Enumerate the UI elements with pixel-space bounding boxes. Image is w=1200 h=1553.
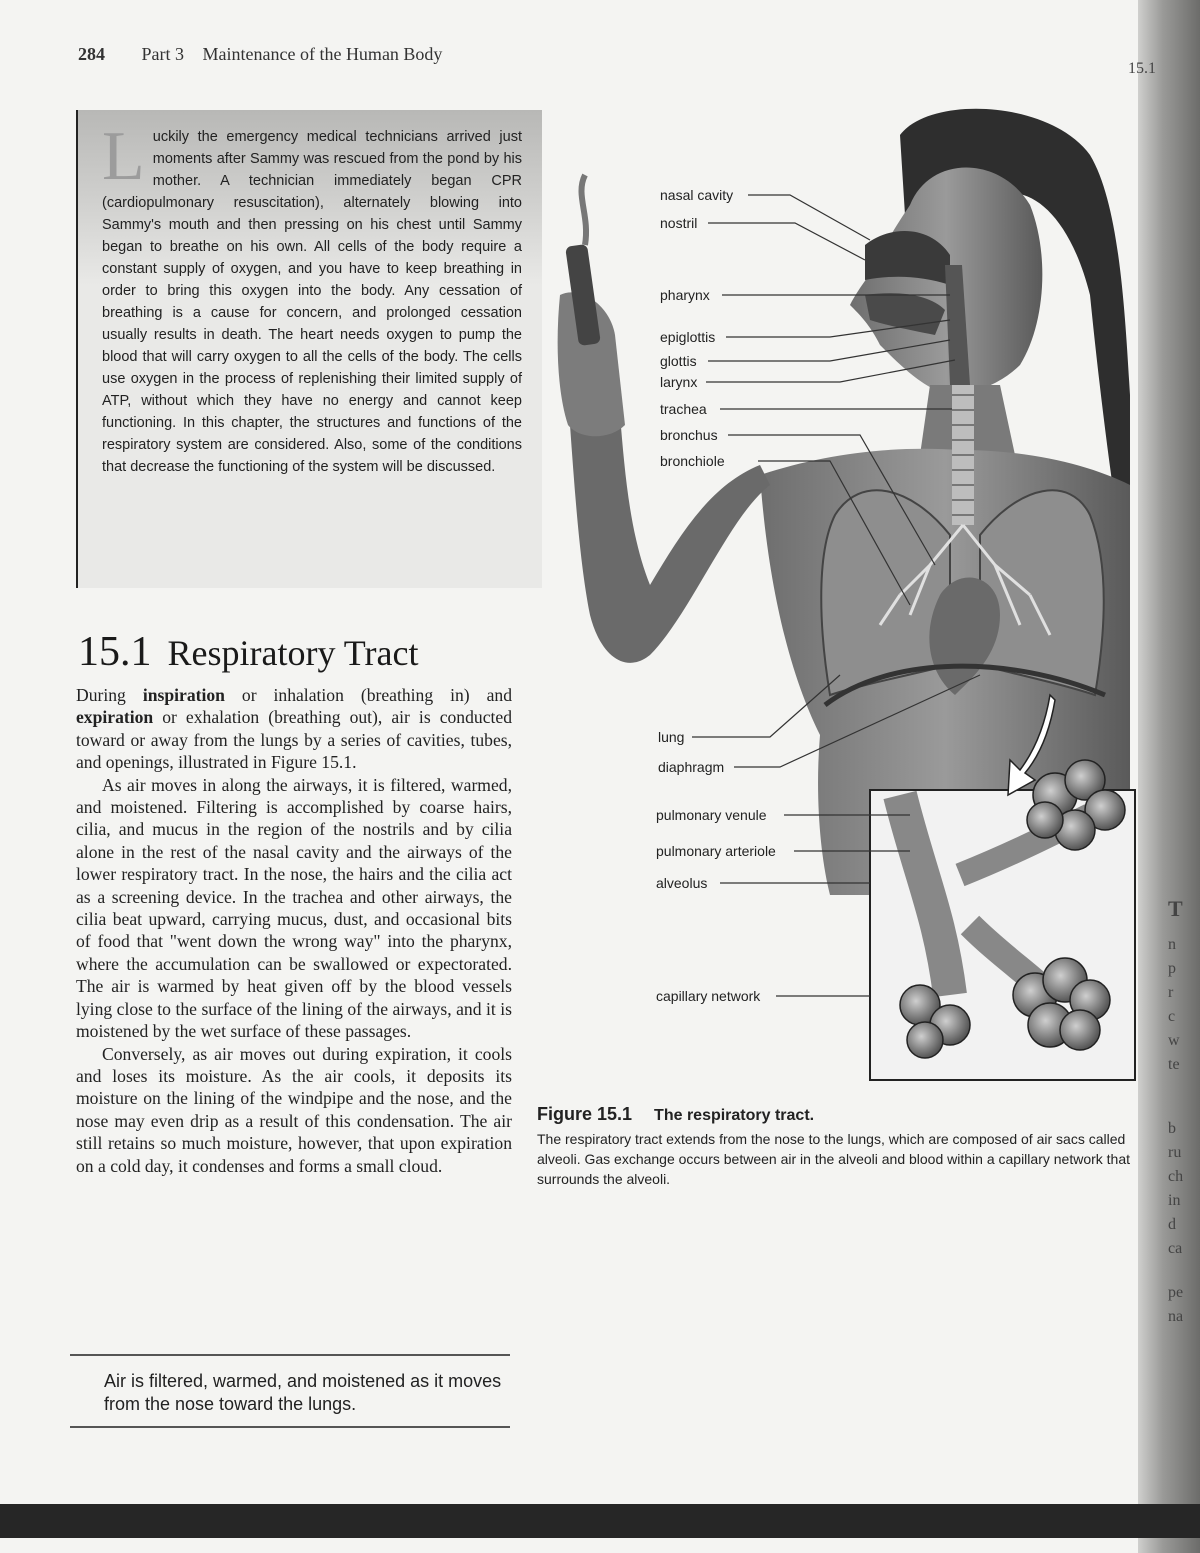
left-lung [821,490,950,695]
respiratory-figure [530,95,1150,1095]
drop-cap: L [102,118,145,195]
label-bronchiole: bronchiole [660,453,725,469]
key-term: inspiration [142,685,225,705]
label-glottis: glottis [660,353,697,369]
edge-fragment: ru [1168,1144,1182,1161]
label-diaphragm: diaphragm [658,759,725,775]
caption-number: Figure 15.1 [537,1104,633,1124]
caption-heading [537,1104,1137,1125]
opener-text [102,118,522,478]
label-pharynx: pharynx [660,287,710,303]
running-head [78,44,442,65]
right-lung [980,490,1104,695]
chapter-opener [76,110,542,588]
paragraph: As air moves in along the airways, it is filtered, warmed, and moistened. Filtering is accomplished by coarse hairs, cilia, and mucus in the region of the nostrils and by cilia alone in the rest of the nasal cavity and the airways of the lower respiratory tract. In the nose, the hairs and the cilia act as a screening device. In the trachea and other airways, the cilia beat upward, carrying mucus, dust, and occasional bits of food that "went down the wrong way" into the pharynx, where the accumulation can be swallowed or expectorated. The air is warmed by heat given off by the blood vessels lying close to the surface of the lining of the airways, and it is moistened by the wet surface of these passages. [76,774,512,1042]
label-lung: lung [658,729,685,745]
edge-fragment: p [1168,960,1176,977]
label-larynx: larynx [660,374,698,390]
summary-rule-bottom [70,1426,510,1428]
page-number: 284 [78,44,105,64]
section-number: 15.1 [78,629,152,675]
summary-statement: Air is filtered, warmed, and moistened as it moves from the nose toward the lungs. [104,1371,502,1414]
edge-fragment: ca [1168,1240,1183,1257]
smoke [581,175,586,245]
edge-fragment: pe [1168,1284,1184,1301]
running-title: Maintenance of the Human Body [202,44,443,64]
caption-title: The respiratory tract. [654,1107,815,1124]
scan-bottom-bar [0,1504,1200,1538]
edge-fragment: te [1168,1056,1180,1073]
edge-fragment: ch [1168,1168,1184,1185]
edge-fragment: b [1168,1120,1176,1137]
summary-rule-top [70,1354,510,1356]
body-text [76,684,512,1177]
edge-fragment: na [1168,1308,1184,1325]
edge-fragment: T [1168,896,1183,921]
label-nasal-cavity: nasal cavity [660,187,734,203]
caption-text: The respiratory tract extends from the nose to the lungs, which are composed of air sacs called alveoli. Gas exchange occurs between air in the alveoli and blood within a capillary network that surrounds the alveoli. [537,1131,1131,1187]
paragraph: During inspiration or inhalation (breathing in) and expiration or exhalation (breathing out), air is conducted toward or away from the lungs by a series of cavities, tubes, and openings, illustrated in Figure 15.1. [76,685,512,773]
edge-fragment: r [1168,984,1174,1001]
edge-fragment: c [1168,1008,1176,1025]
paragraph: Conversely, as air moves out during expiration, it cools and loses its moisture. As the air cools, it deposits its moisture on the lining of the windpipe and the nose, and the nose may even drip as a result of this condensation. The air still retains so much moisture, however, that upon expiration on a cold day, it condenses and forms a small cloud. [76,1043,512,1176]
label-trachea: trachea [660,401,707,417]
section-heading [78,628,418,676]
label-epiglottis: epiglottis [660,329,716,345]
edge-fragment: w [1168,1032,1180,1049]
label-pulmonary-arteriole: pulmonary arteriole [656,843,776,859]
section-title: Respiratory Tract [167,633,419,673]
label-nostril: nostril [660,215,698,231]
label-alveolus: alveolus [656,875,708,891]
edge-fragment: n [1168,936,1176,953]
figure-caption [537,1104,1137,1189]
label-capillary-network: capillary network [656,988,761,1004]
label-bronchus: bronchus [660,427,718,443]
key-term: expiration [76,707,154,728]
respiratory-illustration [530,95,1150,1095]
label-pulmonary-venule: pulmonary venule [656,807,767,823]
edge-fragment: d [1168,1216,1176,1233]
part-label: Part 3 [141,44,184,64]
opener-body: uckily the emergency medical technicians arrived just moments after Sammy was rescued from the pond by his mother. A technician immediately began CPR (cardiopulmonary resuscitation), alternately blowing into Sammy's mouth and then pressing on his chest until Sammy began to breathe on his own. All cells of the body require a constant supply of oxygen, and you have to keep breathing in order to bring this oxygen into the body. Any cessation of breathing is a cause for concern, and prolonged cessation usually results in death. The heart needs oxygen to pump the blood that will carry oxygen to all the cells of the body. The cells use oxygen in the process of replenishing their limited supply of ATP, without which they have no energy and cannot keep functioning. In this chapter, the structures and functions of the respiratory system are considered. Also, some of the conditions that decrease the functioning of the system will be discussed. [102,129,522,475]
edge-fragment: 15.1 [1128,60,1156,77]
edge-fragment: in [1168,1192,1181,1209]
